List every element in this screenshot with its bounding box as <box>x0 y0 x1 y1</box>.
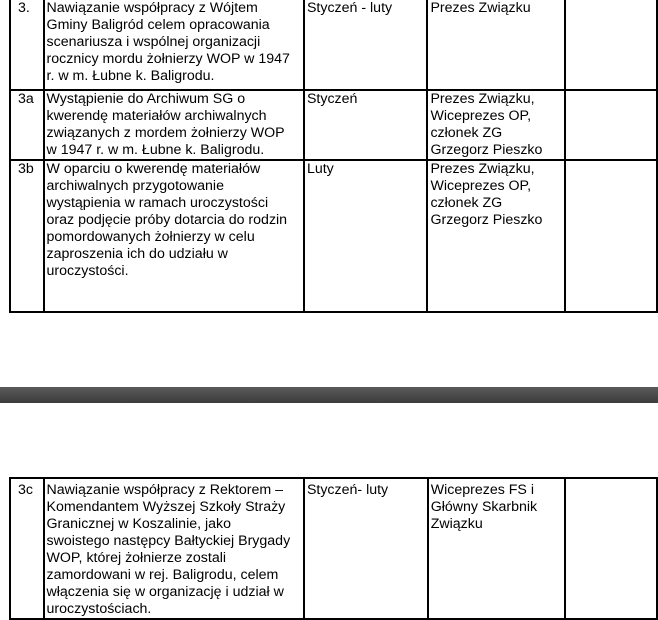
task-line: oraz podjęcie próby dotarcia do rodzin <box>46 212 288 228</box>
task-line: scenariusza i wspólnej organizacji <box>46 34 261 50</box>
task-description-cell <box>44 0 304 90</box>
table-row <box>10 0 657 90</box>
date-cell: Luty <box>304 160 428 312</box>
task-line: Granicznej w Koszalinie, jako <box>46 516 232 532</box>
task-line: rocznicy mordu żołnierzy WOP w 1947 <box>46 51 290 67</box>
notes-cell <box>565 0 657 90</box>
page-break-separator <box>0 387 658 403</box>
task-line: Komendantem Wyższej Szkoły Straży <box>46 499 286 515</box>
task-line: Nawiązanie współpracy z Wójtem <box>46 0 258 16</box>
responsible-line: Wiceprezes OP, <box>430 178 532 194</box>
task-line: swoistego następcy Bałtyckiej Brygady <box>46 533 291 549</box>
notes-cell <box>565 160 657 312</box>
notes-cell <box>565 478 657 619</box>
responsible-line: Wiceprezes FS i <box>430 482 534 498</box>
responsible-cell <box>427 0 565 90</box>
responsible-line: Prezes Związku, <box>430 161 535 177</box>
task-line: w 1947 r. w m. Łubne k. Baligrodu. <box>46 142 265 158</box>
task-line: zaproszenia ich do udziału w <box>46 246 228 262</box>
task-line: włączenia się w organizację i udział w <box>46 584 284 600</box>
responsible-cell <box>427 90 565 160</box>
task-line: związanych z mordem żołnierzy WOP <box>46 125 285 141</box>
row-number-cell: 3b <box>10 160 44 312</box>
row-number-cell: 3. <box>10 0 44 90</box>
table-row <box>10 160 657 312</box>
responsible-cell <box>427 160 565 312</box>
table-row <box>10 90 657 160</box>
task-line: pomordowanych żołnierzy w celu <box>46 229 255 245</box>
responsible-line: Związku <box>430 516 483 532</box>
responsible-line: członek ZG <box>430 195 503 211</box>
task-description-cell <box>44 478 304 619</box>
task-line: r. w m. Łubne k. Baligrodu. <box>46 68 215 84</box>
date-cell: Styczeń <box>304 90 428 160</box>
task-line: Gminy Baligród celem opracowania <box>46 17 270 33</box>
notes-cell <box>565 90 657 160</box>
date-cell: Styczeń- luty <box>304 478 428 619</box>
responsible-line: Grzegorz Pieszko <box>430 212 543 228</box>
table-row <box>10 478 657 619</box>
task-line: zamordowani w rej. Baligrodu, celem <box>46 567 279 583</box>
task-line: Wystąpienie do Archiwum SG o <box>46 91 246 107</box>
task-line: Nawiązanie współpracy z Rektorem – <box>46 482 284 498</box>
responsible-line: członek ZG <box>430 125 503 141</box>
task-line: kwerendę materiałów archiwalnych <box>46 108 267 124</box>
task-line: WOP, której żołnierze zostali <box>46 550 227 566</box>
row-number-cell: 3a <box>10 90 44 160</box>
task-description-cell <box>44 90 304 160</box>
task-description-cell <box>44 160 304 312</box>
task-line: archiwalnych przygotowanie <box>46 178 224 194</box>
task-line: W oparciu o kwerendę materiałów <box>46 161 261 177</box>
task-line: uroczystości. <box>46 263 129 279</box>
activity-table-bottom <box>9 477 658 620</box>
responsible-line: Główny Skarbnik <box>430 499 538 515</box>
responsible-line: Grzegorz Pieszko <box>430 142 543 158</box>
responsible-line: Prezes Związku <box>430 0 531 16</box>
date-cell: Styczeń - luty <box>304 0 428 90</box>
activity-table-top <box>9 0 658 313</box>
responsible-line: Wiceprezes OP, <box>430 108 532 124</box>
task-line: uroczystościach. <box>46 601 152 617</box>
responsible-line: Prezes Związku, <box>430 91 535 107</box>
task-line: wystąpienia w ramach uroczystości <box>46 195 269 211</box>
row-number-cell: 3c <box>10 478 44 619</box>
responsible-cell <box>428 478 566 619</box>
